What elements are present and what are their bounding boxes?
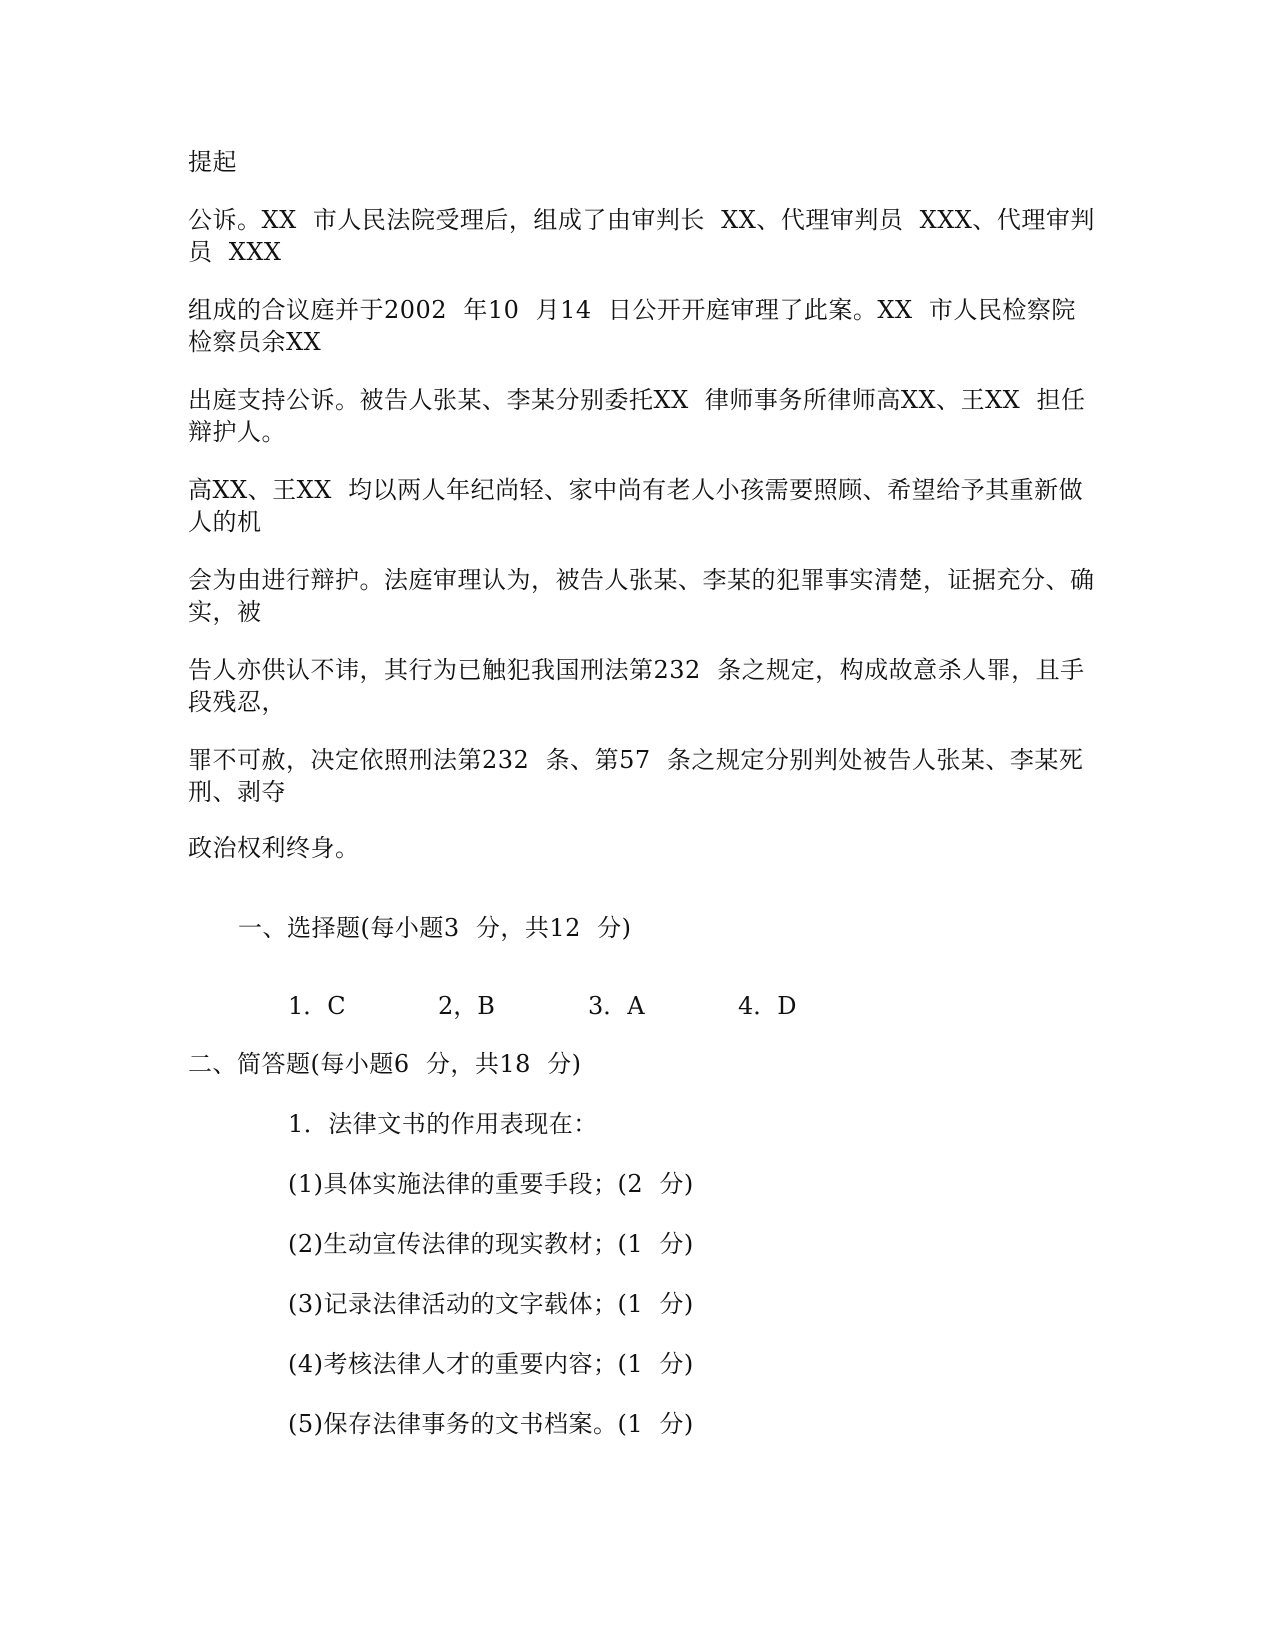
paragraph-7: 告人亦供认不讳，其行为已触犯我国刑法第232 条之规定，构成故意杀人罪，且手段残忍， xyxy=(188,656,1085,716)
paragraph-9: 政治权利终身。 xyxy=(188,834,360,862)
answer-item-1: (1)具体实施法律的重要手段；(2 分) xyxy=(288,1170,694,1198)
answer-2: 2，B xyxy=(438,992,495,1020)
paragraph-4: 出庭支持公诉。被告人张某、李某分别委托XX 律师事务所律师高XX、王XX 担任辩护人。 xyxy=(188,386,1086,446)
paragraph-8: 罪不可赦，决定依照刑法第232 条、第57 条之规定分别判处被告人张某、李某死刑、剥夺 xyxy=(188,746,1084,806)
question-1: 1．法律文书的作用表现在： xyxy=(288,1110,598,1138)
answer-item-2: (2)生动宣传法律的现实教材；(1 分) xyxy=(288,1230,694,1258)
paragraph-1: 提起 xyxy=(188,148,237,176)
paragraph-3: 组成的合议庭并于2002 年10 月14 日公开开庭审理了此案。XX 市人民检察院检察员余XX xyxy=(188,296,1076,356)
answer-4: 4．D xyxy=(738,992,797,1020)
answer-item-4: (4)考核法律人才的重要内容；(1 分) xyxy=(288,1350,694,1378)
answer-1: 1．C xyxy=(288,992,346,1020)
section-1-heading: 一、选择题(每小题3 分，共12 分) xyxy=(238,914,632,942)
paragraph-6: 会为由进行辩护。法庭审理认为，被告人张某、李某的犯罪事实清楚，证据充分、确实，被 xyxy=(188,566,1095,626)
section-2-heading: 二、简答题(每小题6 分，共18 分) xyxy=(188,1050,582,1078)
answer-item-3: (3)记录法律活动的文字载体；(1 分) xyxy=(288,1290,694,1318)
answer-item-5: (5)保存法律事务的文书档案。(1 分) xyxy=(288,1410,694,1438)
answer-3: 3．A xyxy=(588,992,645,1020)
paragraph-5: 高XX、王XX 均以两人年纪尚轻、家中尚有老人小孩需要照顾、希望给予其重新做人的机 xyxy=(188,476,1084,536)
choice-answers-row xyxy=(288,990,988,1022)
paragraph-2: 公诉。XX 市人民法院受理后，组成了由审判长 XX、代理审判员 XXX、代理审判员 XXX xyxy=(188,206,1095,266)
